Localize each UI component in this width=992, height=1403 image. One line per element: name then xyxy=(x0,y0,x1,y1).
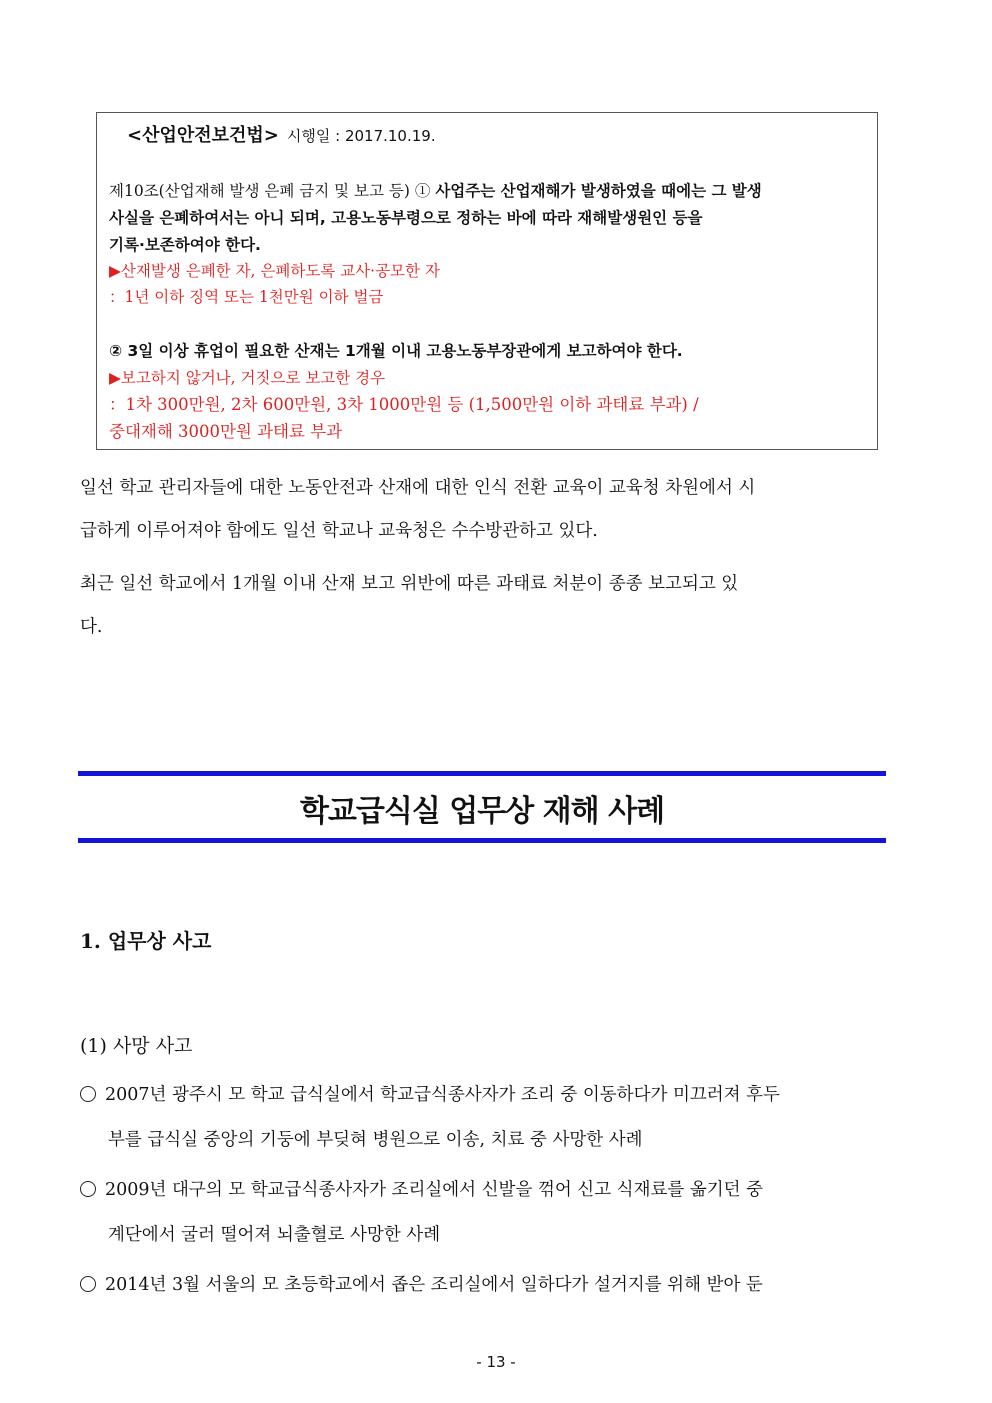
article-10-label: 제10조(산업재해 발생 은폐 금지 및 보고 등) ① xyxy=(109,182,436,200)
article-10-text-1: 사업주는 산업재해가 발생하였을 때에는 그 발생 xyxy=(435,182,762,200)
paragraph-2-line-1: 최근 일선 학교에서 1개월 이내 산재 보고 위반에 따른 과태료 처분이 종종 보고되고 있 xyxy=(80,574,739,594)
penalty-2-line-2: ：1차 300만원, 2차 600만원, 3차 1000만원 등 (1,500만원 이하 과태료 부과) / xyxy=(109,395,699,414)
case-2-line-1 xyxy=(80,1178,763,1202)
case-1-line-1 xyxy=(80,1083,780,1107)
section-rule-bottom xyxy=(78,838,886,843)
circle-bullet-icon xyxy=(80,1181,96,1197)
case-1-line-2: 부를 급식실 중앙의 기둥에 부딪혀 병원으로 이송, 치료 중 사망한 사례 xyxy=(108,1130,643,1150)
penalty-2-line-3: 중대재해 3000만원 과태료 부과 xyxy=(109,422,343,441)
law-name: <산업안전보건법> xyxy=(127,125,279,146)
law-box-title xyxy=(127,121,436,147)
case-2-line-2: 계단에서 굴러 떨어져 뇌출혈로 사망한 사례 xyxy=(108,1225,441,1245)
article-10-clause-2: ② 3일 이상 휴업이 필요한 산재는 1개월 이내 고용노동부장관에게 보고하여야 한다. xyxy=(109,342,683,360)
page-number: - 13 - xyxy=(476,1353,516,1371)
heading-fatal-accidents: (1) 사망 사고 xyxy=(80,1035,193,1057)
section-rule-top xyxy=(78,771,886,776)
article-10-text-3: 기록·보존하여야 한다. xyxy=(109,236,261,254)
circle-bullet-icon xyxy=(80,1276,96,1292)
law-excerpt-box xyxy=(96,112,878,450)
case-3-line-1 xyxy=(80,1273,763,1297)
paragraph-2-line-2: 다. xyxy=(80,617,103,637)
article-10-text-2: 사실을 은폐하여서는 아니 되며, 고용노동부령으로 정하는 바에 따라 재해발생원인 등을 xyxy=(109,209,703,227)
paragraph-1-line-1: 일선 학교 관리자들에 대한 노동안전과 산재에 대한 인식 전환 교육이 교육청 차원에서 시 xyxy=(80,478,756,498)
paragraph-1-line-2: 급하게 이루어져야 함에도 일선 학교나 교육청은 수수방관하고 있다. xyxy=(80,521,598,541)
section-title: 학교급식실 업무상 재해 사례 xyxy=(299,794,665,829)
case-1-text-1: 2007년 광주시 모 학교 급식실에서 학교급식종사자가 조리 중 이동하다가 미끄러져 후두 xyxy=(105,1085,780,1105)
article-10-line-1 xyxy=(109,181,762,201)
case-2-text-1: 2009년 대구의 모 학교급식종사자가 조리실에서 신발을 꺾어 신고 식재료를 옮기던 중 xyxy=(105,1180,764,1200)
case-3-text-1: 2014년 3월 서울의 모 초등학교에서 좁은 조리실에서 일하다가 설거지를 위해 받아 둔 xyxy=(105,1275,763,1295)
heading-work-accidents: 1. 업무상 사고 xyxy=(80,929,212,953)
circle-bullet-icon xyxy=(80,1086,96,1102)
penalty-2-line-1: ▶보고하지 않거나, 거짓으로 보고한 경우 xyxy=(109,369,386,387)
penalty-1-line-2: ：1년 이하 징역 또는 1천만원 이하 벌금 xyxy=(109,288,384,306)
effective-date: 시행일 : 2017.10.19. xyxy=(286,127,436,145)
penalty-1-line-1: ▶산재발생 은폐한 자, 은폐하도록 교사·공모한 자 xyxy=(109,262,440,280)
